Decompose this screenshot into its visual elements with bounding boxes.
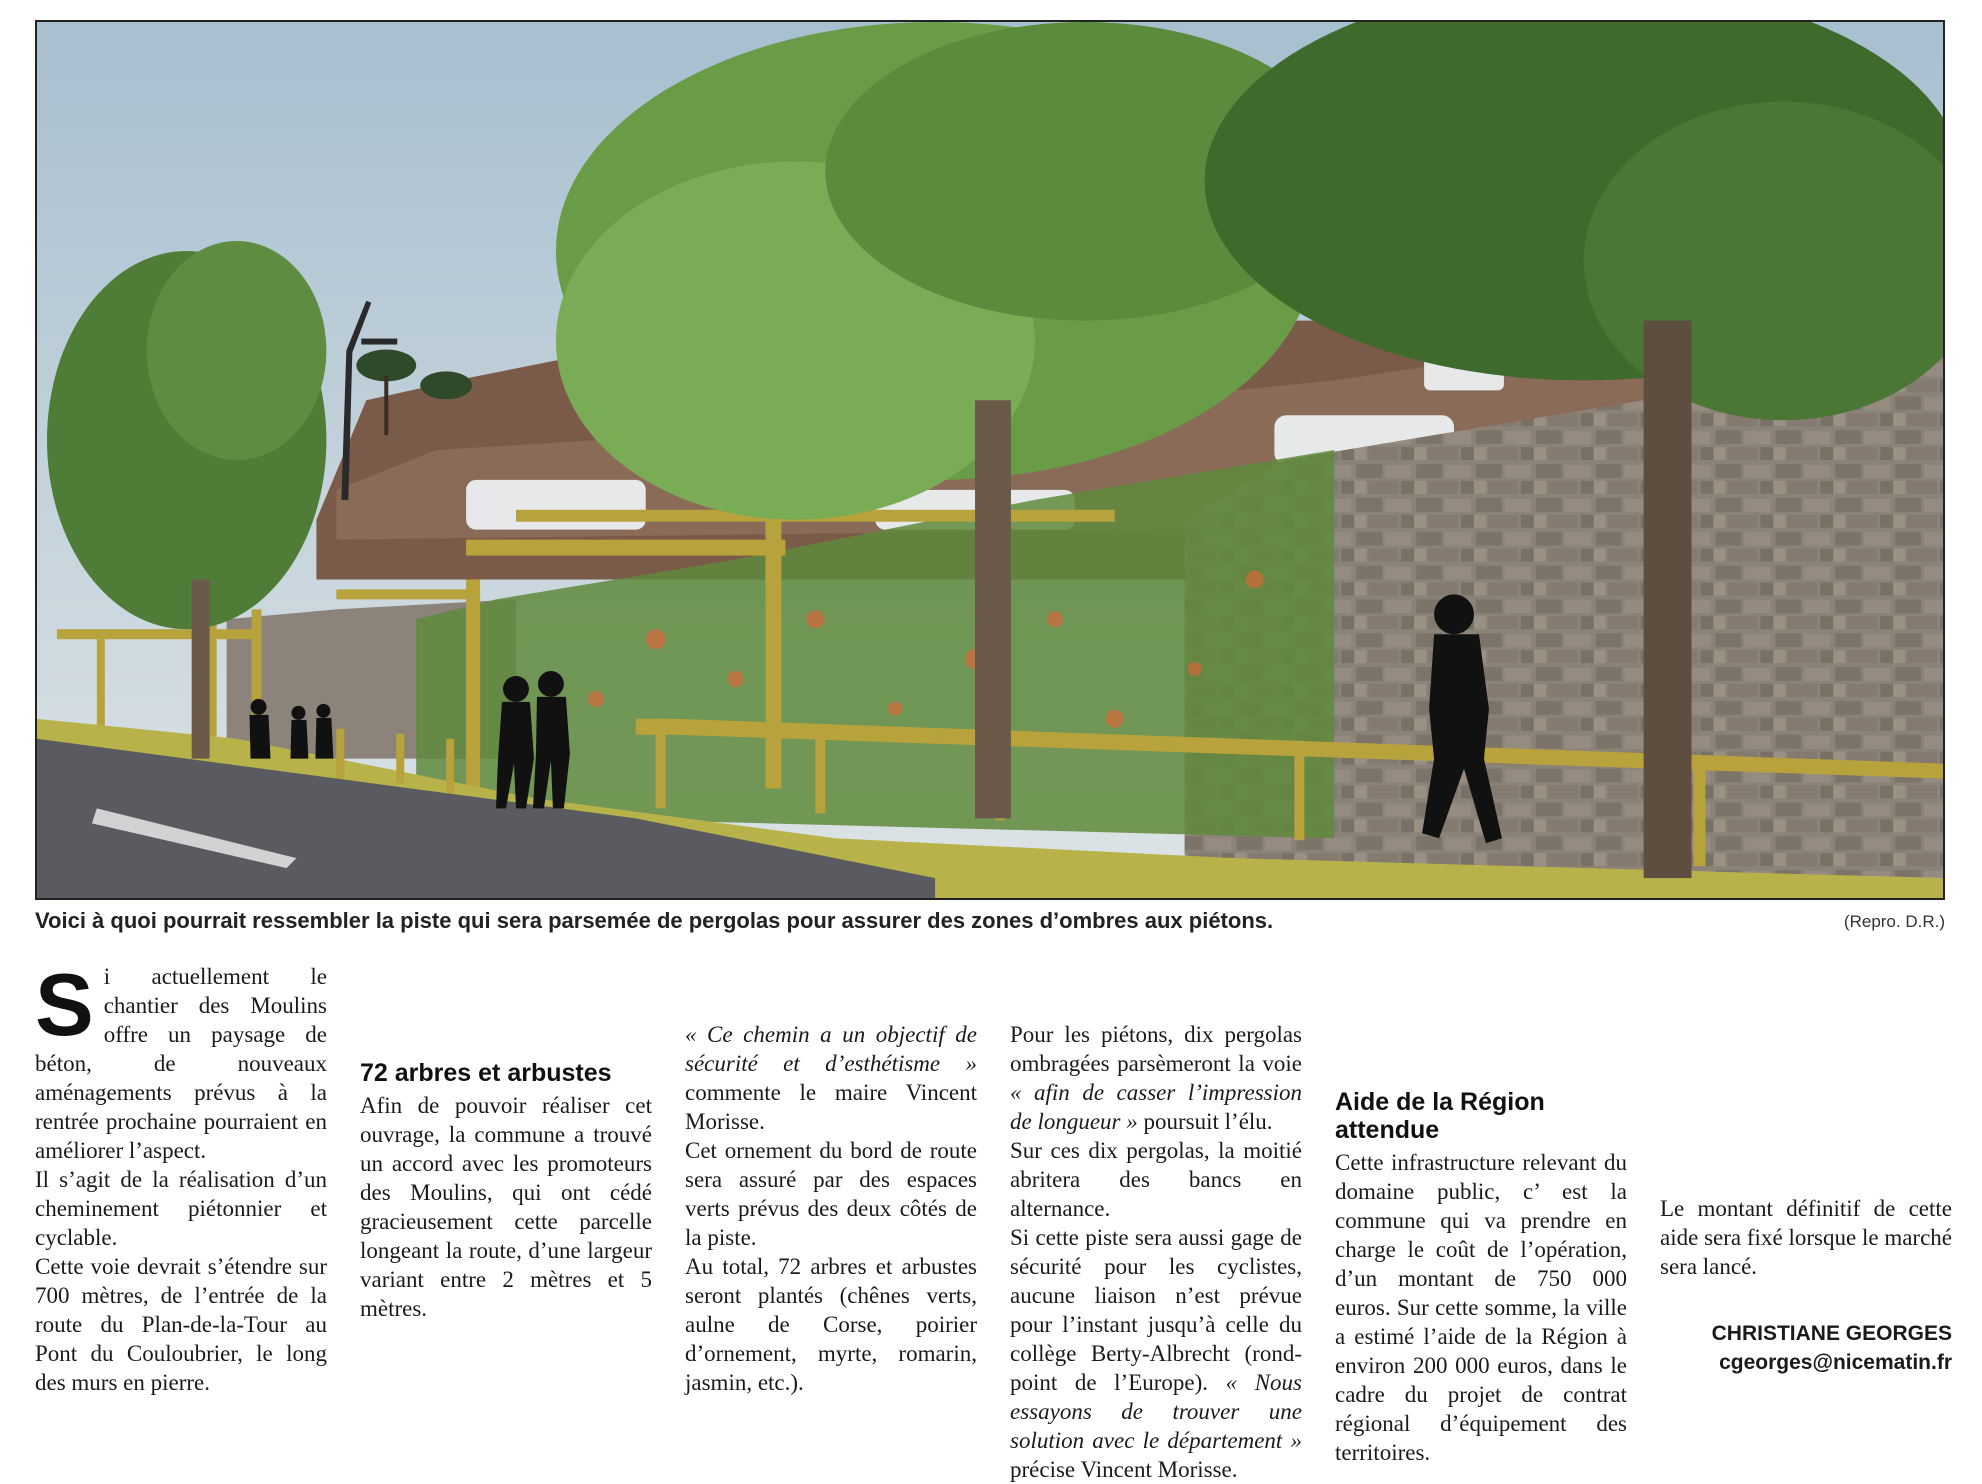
author-name: CHRISTIANE GEORGES [1711,1322,1952,1345]
photo-credit: (Repro. D.R.) [1843,912,1945,931]
paragraph: Cet ornement du bord de route sera assuré par des espaces verts prévus des deux côtés de la piste. [685,1138,977,1250]
paragraph: Au total, 72 arbres et arbustes seront plantés (chênes verts, aulne de Corse, poirier d’ornement, myrte, romarin, jasmin, etc.). [685,1254,977,1395]
paragraph: Cette voie devrait s’étendre sur 700 mètres, de l’entrée de la route du Plan-de-la-Tour au Pont du Couloubrier, le long des murs en pierre. [35,1254,327,1395]
article-column-2 [360,962,652,1323]
paragraph: Le montant définitif de cette aide sera fixé lorsque le marché sera lancé. [1660,1196,1952,1279]
article-column-4 [1010,962,1302,1484]
photo-caption [35,908,1945,938]
quote: « Nous essayons de trouver une solution avec le département » [1010,1370,1302,1453]
paragraph: Cette infrastructure relevant du domaine public, c’ est la commune qui va prendre en charge le coût de l’opération, d’un montant de 750 000 euros. Sur cette somme, la ville a estimé l’aide de la Région à environ 200 000 euros, dans le cadre du projet de contrat régional d’équipement des territoires. [1335,1150,1627,1465]
subheading: 72 arbres et arbustes [360,1059,612,1087]
paragraph-text: i actuellement le chantier des Moulins offre un paysage de béton, de nouveaux aménagements prévus à la rentrée prochaine pourraient en améliorer l’aspect. [35,964,327,1163]
paragraph: Sur ces dix pergolas, la moitié abritera des bancs en alternance. [1010,1138,1302,1221]
paragraph-text: précise Vincent Morisse. [1010,1457,1238,1482]
paragraph: Afin de pouvoir réaliser cet ouvrage, la commune a trouvé un accord avec les promoteurs des Moulins, qui ont cédé gracieusement cette parcelle longeant la route, d’une largeur variant entre 2 mètres et 5 mètres. [360,1093,652,1321]
author-email: cgeorges@nicematin.fr [1719,1351,1952,1374]
drop-cap: S [35,955,94,1054]
quote-paragraph [685,1020,977,1136]
paragraph-text: poursuit l’élu. [1137,1109,1273,1134]
quote-paragraph [1010,1223,1302,1484]
quote: « Ce chemin a un objectif de sécurité et d’esthétisme » [685,1022,977,1076]
paragraph-text: commente le maire Vincent Morisse. [685,1080,977,1134]
article-column-3 [685,962,977,1397]
pergola-illustration [37,22,1943,898]
article-column-1 [35,955,327,1397]
paragraph-text: Si cette piste sera aussi gage de sécurité pour les cyclistes, aucune liaison n’est prévue pour l’instant jusqu’à celle du collège Berty-Albrecht (rond-point de l’Europe). [1010,1225,1302,1395]
article-body [35,955,1952,1482]
article-column-6 [1660,962,1952,1377]
article-photo [35,20,1945,900]
paragraph-text: Pour les piétons, dix pergolas ombragées parsèmeront la voie [1010,1022,1302,1076]
quote-paragraph [1010,1020,1302,1136]
subheading: Aide de la Région attendue [1335,1088,1545,1144]
intro-paragraph [35,955,327,1165]
caption-text: Voici à quoi pourrait ressembler la piste qui sera parsemée de pergolas pour assurer des zones d’ombres aux piétons. [35,908,1274,933]
byline [1660,1319,1952,1377]
paragraph: Il s’agit de la réalisation d’un cheminement piétonnier et cyclable. [35,1167,327,1250]
quote: « afin de casser l’impression de longueur » [1010,1080,1302,1134]
article-column-5 [1335,962,1627,1467]
